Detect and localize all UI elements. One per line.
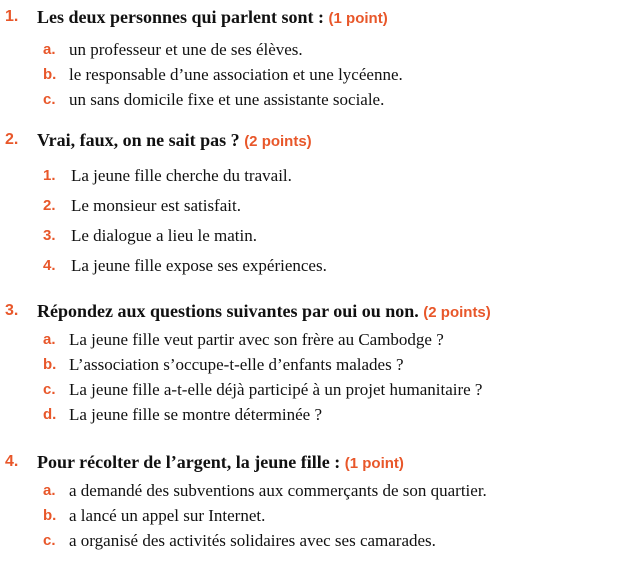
option-text: a demandé des subventions aux commerçants de son quartier. [69, 481, 487, 500]
option-list [0, 327, 626, 427]
question-heading [0, 4, 626, 30]
question-number: 1. [5, 8, 19, 25]
option-text: a lancé un appel sur Internet. [69, 506, 266, 525]
option-text: La jeune fille expose ses expériences. [71, 256, 327, 275]
option-label: a. [43, 482, 56, 499]
question-heading [0, 298, 626, 324]
option-label: 3. [43, 227, 56, 244]
question-number: 3. [5, 302, 19, 319]
option-text: a organisé des activités solidaires avec ses camarades. [69, 531, 436, 550]
question-2 [0, 127, 626, 281]
option-item [0, 528, 626, 553]
question-title-text: Répondez aux questions suivantes par oui ou non. [37, 301, 424, 321]
option-label: 4. [43, 257, 56, 274]
option-text: La jeune fille cherche du travail. [71, 166, 292, 185]
question-title [37, 298, 491, 326]
option-item [0, 352, 626, 377]
option-label: d. [43, 406, 57, 423]
option-label: b. [43, 507, 57, 524]
option-label: c. [43, 381, 56, 398]
option-text: L’association s’occupe-t-elle d’enfants malades ? [69, 355, 404, 374]
option-text: un professeur et une de ses élèves. [69, 40, 303, 59]
option-item [0, 327, 626, 352]
option-label: a. [43, 331, 56, 348]
option-item [0, 503, 626, 528]
option-text: le responsable d’une association et une lycéenne. [69, 65, 403, 84]
question-number: 4. [5, 453, 19, 470]
option-label: b. [43, 66, 57, 83]
option-item [0, 478, 626, 503]
option-item [0, 221, 626, 251]
option-label: c. [43, 91, 56, 108]
option-text: La jeune fille a-t-elle déjà participé à un projet humanitaire ? [69, 380, 483, 399]
option-text: Le dialogue a lieu le matin. [71, 226, 257, 245]
option-item [0, 87, 626, 112]
option-list [0, 478, 626, 553]
option-item [0, 161, 626, 191]
question-title [37, 449, 404, 477]
option-list [0, 37, 626, 112]
question-points: (1 point) [328, 10, 388, 27]
question-points: (2 points) [244, 133, 312, 150]
question-title-text: Les deux personnes qui parlent sont : [37, 7, 329, 27]
option-text: un sans domicile fixe et une assistante sociale. [69, 90, 385, 109]
question-3 [0, 298, 626, 427]
question-points: (2 points) [423, 304, 491, 321]
option-label: a. [43, 41, 56, 58]
option-label: b. [43, 356, 57, 373]
option-label: 2. [43, 197, 56, 214]
question-number: 2. [5, 131, 19, 148]
option-item [0, 62, 626, 87]
question-title [37, 127, 312, 155]
option-text: La jeune fille veut partir avec son frère au Cambodge ? [69, 330, 444, 349]
option-list [0, 161, 626, 281]
question-title [37, 4, 388, 32]
question-title-text: Vrai, faux, on ne sait pas ? [37, 130, 245, 150]
option-item [0, 402, 626, 427]
option-item [0, 377, 626, 402]
option-item [0, 37, 626, 62]
question-points: (1 point) [344, 455, 404, 472]
option-text: La jeune fille se montre déterminée ? [69, 405, 322, 424]
question-heading [0, 449, 626, 475]
option-item [0, 251, 626, 281]
option-label: c. [43, 532, 56, 549]
question-4 [0, 449, 626, 553]
option-item [0, 191, 626, 221]
question-1 [0, 4, 626, 112]
option-label: 1. [43, 167, 56, 184]
question-title-text: Pour récolter de l’argent, la jeune fille : [37, 452, 345, 472]
option-text: Le monsieur est satisfait. [71, 196, 241, 215]
question-heading [0, 127, 626, 153]
